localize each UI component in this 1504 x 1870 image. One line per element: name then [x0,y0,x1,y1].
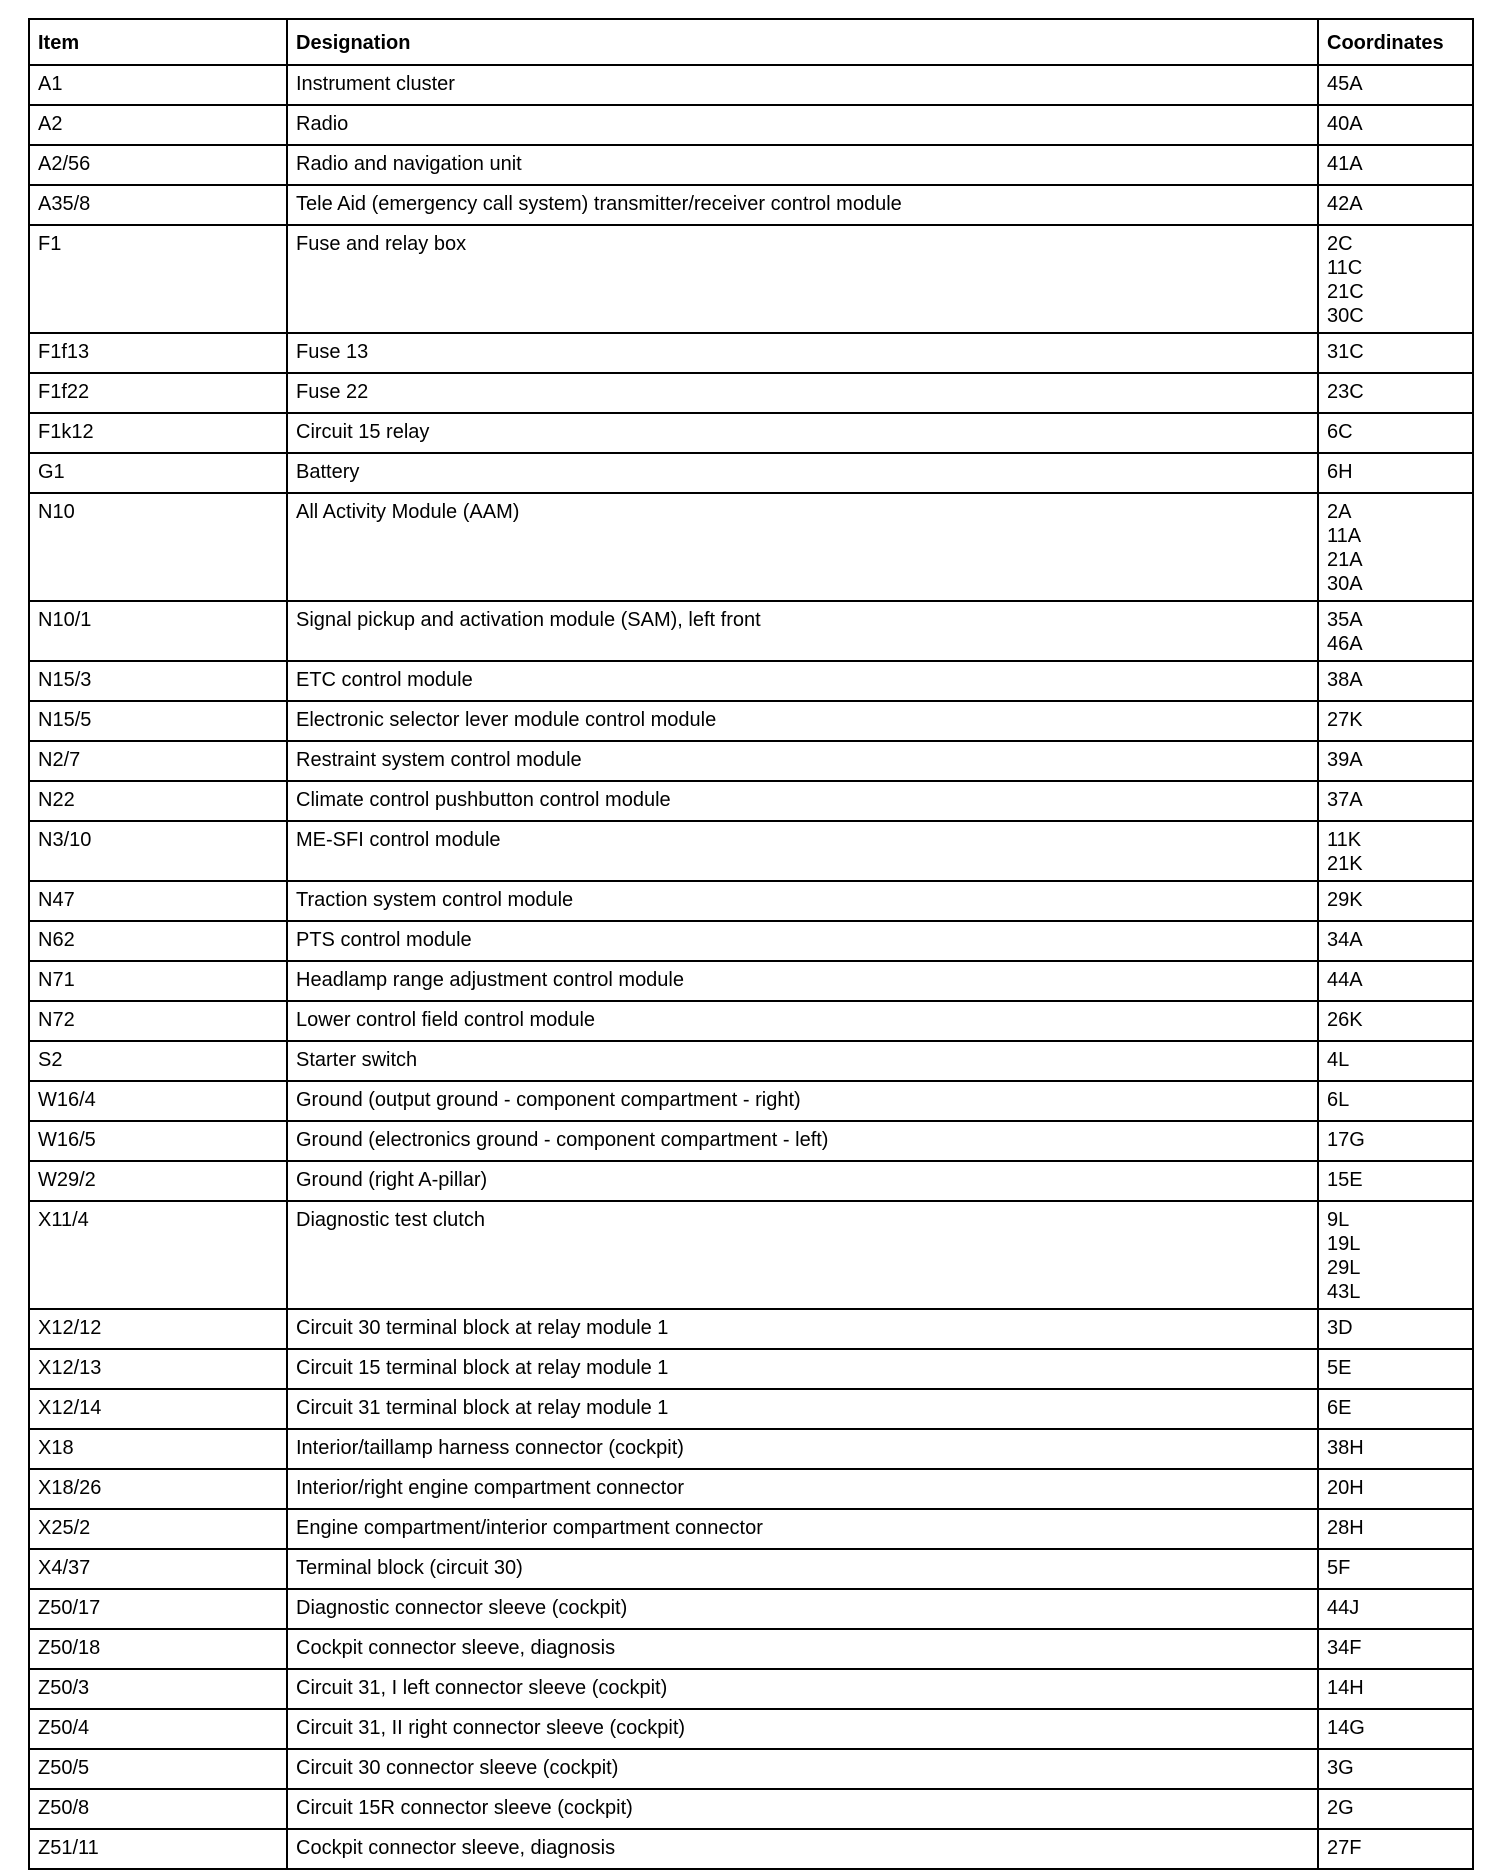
designation-cell: Circuit 30 terminal block at relay module 1 [287,1309,1318,1349]
coordinate-value: 14G [1327,1717,1365,1739]
item-cell: Z50/3 [29,1669,287,1709]
item-cell: N47 [29,881,287,921]
designation-cell: Terminal block (circuit 30) [287,1549,1318,1589]
coordinate-value: 39A [1327,749,1363,771]
item-cell: F1f13 [29,333,287,373]
coordinate-value: 21C [1327,281,1364,303]
coordinate-value: 9L [1327,1209,1350,1231]
coordinates-cell [1318,1589,1473,1629]
coordinate-value: 42A [1327,193,1363,215]
coordinates-cell [1318,453,1473,493]
item-cell: N15/5 [29,701,287,741]
item-cell: N3/10 [29,821,287,881]
item-cell: N62 [29,921,287,961]
coordinate-value: 30A [1327,573,1363,595]
coordinates-cell [1318,225,1473,333]
designation-cell: Fuse and relay box [287,225,1318,333]
table-row [29,1469,1473,1509]
item-cell: X18/26 [29,1469,287,1509]
designation-cell: Ground (right A-pillar) [287,1161,1318,1201]
item-cell: Z51/11 [29,1829,287,1869]
designation-cell: Restraint system control module [287,741,1318,781]
item-cell: X12/12 [29,1309,287,1349]
coordinates-cell [1318,1509,1473,1549]
coordinate-value: 6H [1327,461,1353,483]
column-header-coordinates: Coordinates [1318,19,1473,65]
table-row [29,1201,1473,1309]
coordinates-cell [1318,1469,1473,1509]
coordinates-cell [1318,373,1473,413]
table-row [29,493,1473,601]
table-row [29,1429,1473,1469]
item-cell: N10/1 [29,601,287,661]
coordinates-cell [1318,185,1473,225]
coordinate-value: 28H [1327,1517,1364,1539]
table-row [29,1629,1473,1669]
coordinates-cell [1318,661,1473,701]
designation-cell: Lower control field control module [287,1001,1318,1041]
item-cell: Z50/18 [29,1629,287,1669]
coordinates-cell [1318,1201,1473,1309]
table-row [29,1389,1473,1429]
item-cell: N15/3 [29,661,287,701]
item-cell: N22 [29,781,287,821]
table-row [29,1549,1473,1589]
table-row [29,1309,1473,1349]
coordinate-value: 3D [1327,1317,1353,1339]
coordinates-cell [1318,1041,1473,1081]
item-cell: N72 [29,1001,287,1041]
coordinate-value: 27K [1327,709,1363,731]
coordinates-cell [1318,881,1473,921]
designation-cell: Radio [287,105,1318,145]
coordinate-value: 41A [1327,153,1363,175]
item-cell: W16/5 [29,1121,287,1161]
column-header-item: Item [29,19,287,65]
designation-cell: Radio and navigation unit [287,145,1318,185]
coordinate-value: 21K [1327,853,1363,875]
designation-cell: ME-SFI control module [287,821,1318,881]
designation-cell: Circuit 15 terminal block at relay module 1 [287,1349,1318,1389]
table-row [29,1121,1473,1161]
coordinates-cell [1318,1081,1473,1121]
table-row [29,1081,1473,1121]
designation-cell: Fuse 22 [287,373,1318,413]
table-row [29,921,1473,961]
designation-cell: Signal pickup and activation module (SAM), left front [287,601,1318,661]
coordinate-value: 21A [1327,549,1363,571]
coordinate-value: 35A [1327,609,1363,631]
table-row [29,661,1473,701]
coordinates-cell [1318,1829,1473,1869]
table-header-row [29,19,1473,65]
coordinate-value: 3G [1327,1757,1354,1779]
table-body [29,65,1473,1869]
coordinate-value: 4L [1327,1049,1350,1071]
coordinate-value: 20H [1327,1477,1364,1499]
table-row [29,1829,1473,1869]
coordinates-cell [1318,1709,1473,1749]
item-cell: A2 [29,105,287,145]
coordinates-cell [1318,145,1473,185]
designation-cell: Cockpit connector sleeve, diagnosis [287,1629,1318,1669]
coordinate-value: 37A [1327,789,1363,811]
designation-cell: Ground (electronics ground - component compartment - left) [287,1121,1318,1161]
item-cell: N2/7 [29,741,287,781]
designation-cell: Diagnostic test clutch [287,1201,1318,1309]
designation-cell: Climate control pushbutton control module [287,781,1318,821]
coordinate-value: 15E [1327,1169,1363,1191]
coordinate-value: 2C [1327,233,1353,255]
coordinates-cell [1318,1349,1473,1389]
item-cell: A1 [29,65,287,105]
table-row [29,145,1473,185]
coordinates-cell [1318,1001,1473,1041]
table-row [29,1161,1473,1201]
coordinates-cell [1318,493,1473,601]
table-row [29,413,1473,453]
coordinates-cell [1318,961,1473,1001]
coordinate-value: 38A [1327,669,1363,691]
coordinates-cell [1318,921,1473,961]
designation-cell: Traction system control module [287,881,1318,921]
item-cell: A2/56 [29,145,287,185]
coordinate-value: 31C [1327,341,1364,363]
coordinate-value: 5E [1327,1357,1352,1379]
table-row [29,225,1473,333]
designation-cell: Engine compartment/interior compartment connector [287,1509,1318,1549]
designation-cell: Instrument cluster [287,65,1318,105]
coordinates-cell [1318,1669,1473,1709]
coordinates-cell [1318,1749,1473,1789]
coordinate-value: 29L [1327,1257,1361,1279]
coordinate-value: 6C [1327,421,1353,443]
coordinates-cell [1318,1429,1473,1469]
designation-cell: Starter switch [287,1041,1318,1081]
designation-cell: Headlamp range adjustment control module [287,961,1318,1001]
designation-cell: Circuit 15 relay [287,413,1318,453]
item-cell: X11/4 [29,1201,287,1309]
designation-cell: Battery [287,453,1318,493]
item-cell: N71 [29,961,287,1001]
coordinate-value: 40A [1327,113,1363,135]
coordinates-cell [1318,65,1473,105]
item-cell: X12/14 [29,1389,287,1429]
designation-cell: Tele Aid (emergency call system) transmitter/receiver control module [287,185,1318,225]
coordinate-value: 46A [1327,633,1363,655]
designation-cell: Circuit 31, II right connector sleeve (cockpit) [287,1709,1318,1749]
coordinate-value: 11K [1327,829,1362,851]
coordinate-value: 2G [1327,1797,1354,1819]
table-row [29,821,1473,881]
item-cell: N10 [29,493,287,601]
coordinate-value: 45A [1327,73,1363,95]
item-cell: F1f22 [29,373,287,413]
table-row [29,1589,1473,1629]
coordinates-cell [1318,1121,1473,1161]
table-row [29,961,1473,1001]
table-row [29,1509,1473,1549]
designation-cell: ETC control module [287,661,1318,701]
table-row [29,781,1473,821]
coordinates-cell [1318,1789,1473,1829]
table-row [29,185,1473,225]
designation-cell: Interior/taillamp harness connector (cockpit) [287,1429,1318,1469]
coordinate-value: 27F [1327,1837,1362,1859]
coordinate-value: 23C [1327,381,1364,403]
coordinates-cell [1318,1629,1473,1669]
column-header-designation: Designation [287,19,1318,65]
table-row [29,105,1473,145]
designation-cell: Diagnostic connector sleeve (cockpit) [287,1589,1318,1629]
designation-cell: Circuit 30 connector sleeve (cockpit) [287,1749,1318,1789]
coordinate-value: 11A [1327,525,1362,547]
coordinates-cell [1318,821,1473,881]
item-cell: G1 [29,453,287,493]
coordinates-cell [1318,701,1473,741]
coordinate-value: 38H [1327,1437,1364,1459]
coordinates-cell [1318,1161,1473,1201]
designation-cell: Circuit 31 terminal block at relay module 1 [287,1389,1318,1429]
coordinates-cell [1318,781,1473,821]
coordinate-value: 11C [1327,257,1363,279]
item-cell: Z50/5 [29,1749,287,1789]
item-cell: Z50/17 [29,1589,287,1629]
coordinate-value: 26K [1327,1009,1363,1031]
table-row [29,1001,1473,1041]
item-cell: Z50/4 [29,1709,287,1749]
designation-cell: Interior/right engine compartment connector [287,1469,1318,1509]
item-cell: X18 [29,1429,287,1469]
item-cell: A35/8 [29,185,287,225]
coordinates-cell [1318,1549,1473,1589]
table-row [29,373,1473,413]
coordinate-value: 6L [1327,1089,1350,1111]
item-cell: S2 [29,1041,287,1081]
table-row [29,453,1473,493]
coordinates-cell [1318,741,1473,781]
coordinates-cell [1318,1389,1473,1429]
table-row [29,1789,1473,1829]
designation-cell: Circuit 31, I left connector sleeve (cockpit) [287,1669,1318,1709]
coordinate-value: 6E [1327,1397,1352,1419]
table-row [29,333,1473,373]
coordinate-value: 14H [1327,1677,1364,1699]
table-row [29,701,1473,741]
item-cell: W16/4 [29,1081,287,1121]
item-cell: Z50/8 [29,1789,287,1829]
designation-cell: Ground (output ground - component compartment - right) [287,1081,1318,1121]
coordinates-cell [1318,333,1473,373]
table-row [29,601,1473,661]
coordinate-value: 44J [1327,1597,1360,1619]
table-row [29,881,1473,921]
table-row [29,1349,1473,1389]
coordinate-value: 2A [1327,501,1352,523]
coordinate-value: 34A [1327,929,1363,951]
designation-cell: PTS control module [287,921,1318,961]
table-row [29,1041,1473,1081]
item-cell: X4/37 [29,1549,287,1589]
coordinate-value: 19L [1327,1233,1361,1255]
item-cell: X25/2 [29,1509,287,1549]
item-cell: F1 [29,225,287,333]
coordinates-cell [1318,601,1473,661]
designation-cell: Circuit 15R connector sleeve (cockpit) [287,1789,1318,1829]
coordinates-cell [1318,105,1473,145]
coordinate-value: 17G [1327,1129,1365,1151]
coordinate-value: 5F [1327,1557,1351,1579]
coordinate-value: 43L [1327,1281,1361,1303]
coordinates-cell [1318,413,1473,453]
item-cell: W29/2 [29,1161,287,1201]
coordinate-value: 44A [1327,969,1363,991]
table-row [29,1749,1473,1789]
designation-cell: Electronic selector lever module control module [287,701,1318,741]
item-cell: F1k12 [29,413,287,453]
table-row [29,1709,1473,1749]
designation-cell: Fuse 13 [287,333,1318,373]
coordinate-value: 34F [1327,1637,1362,1659]
designation-cell: Cockpit connector sleeve, diagnosis [287,1829,1318,1869]
coordinate-value: 30C [1327,305,1364,327]
table-row [29,65,1473,105]
table-row [29,741,1473,781]
coordinates-cell [1318,1309,1473,1349]
component-legend-table [28,18,1474,1870]
designation-cell: All Activity Module (AAM) [287,493,1318,601]
coordinate-value: 29K [1327,889,1363,911]
item-cell: X12/13 [29,1349,287,1389]
table-row [29,1669,1473,1709]
